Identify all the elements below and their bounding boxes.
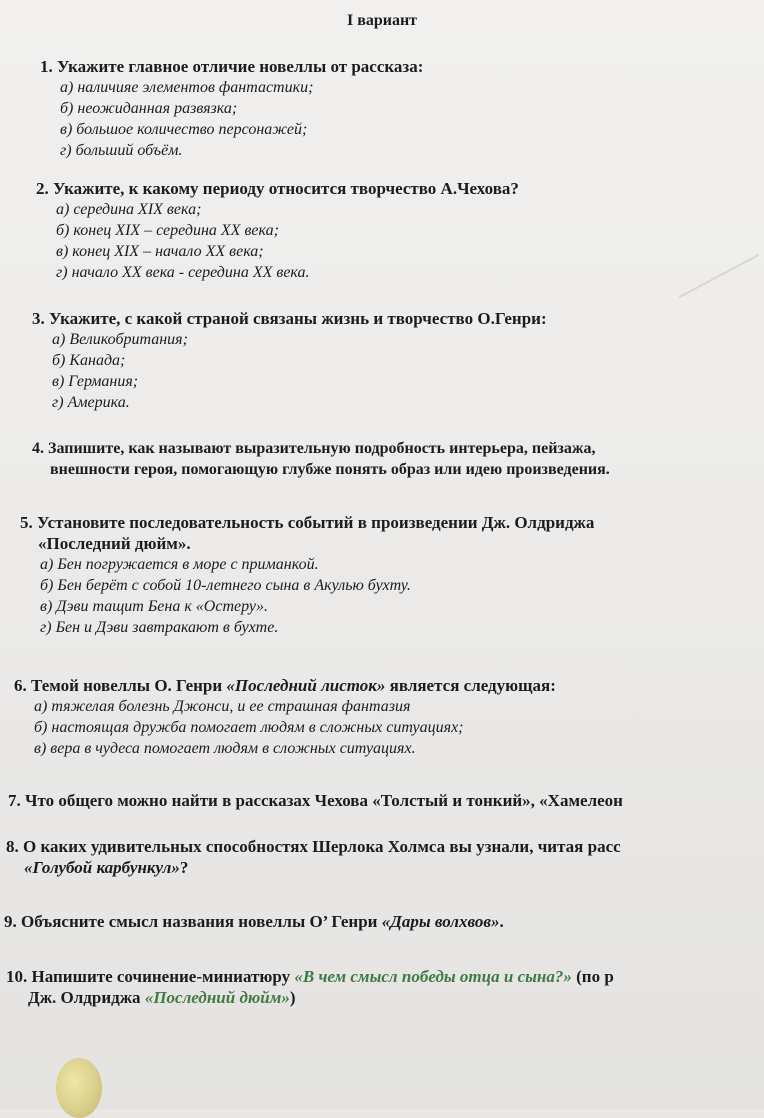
option: г) Бен и Дэви завтракают в бухте. xyxy=(40,619,279,636)
question-6 xyxy=(14,675,556,759)
work-title: «Последний дюйм» xyxy=(144,988,290,1007)
question-text-continued: «Последний дюйм». xyxy=(38,534,191,553)
option: б) конец XIX – середина XX века; xyxy=(56,222,279,239)
question-text-continued xyxy=(6,987,614,1008)
question-text-start: 9. Объясните смысл названия новеллы О’ Генри xyxy=(4,912,382,931)
question-8 xyxy=(6,836,621,878)
question-text: 1. Укажите главное отличие новеллы от рассказа: xyxy=(40,57,424,76)
question-text-end: ) xyxy=(289,988,296,1007)
question-text-end: ? xyxy=(179,858,189,877)
question-4 xyxy=(32,438,610,480)
question-text: 2. Укажите, к какому периоду относится творчество А.Чехова? xyxy=(36,179,519,198)
question-text: 8. О каких удивительных способностях Шерлока Холмса вы узнали, читая расс xyxy=(6,837,621,856)
question-text-continued: внешности героя, помогающую глубже понять образ или идею произведения. xyxy=(50,461,610,478)
option: б) неожиданная развязка; xyxy=(60,100,238,117)
option: б) Канада; xyxy=(52,352,126,369)
option: г) больший объём. xyxy=(60,142,183,159)
option: в) Дэви тащит Бена к «Остеру». xyxy=(40,598,268,615)
option: в) вера в чудеса помогает людям в сложных ситуациях. xyxy=(34,740,416,757)
option: б) настоящая дружба помогает людям в сложных ситуациях; xyxy=(34,719,464,736)
option: а) Бен погружается в море с приманкой. xyxy=(40,556,319,573)
background-mark xyxy=(679,254,759,298)
option: г) Америка. xyxy=(52,394,130,411)
question-9 xyxy=(4,911,504,932)
question-text-end: . xyxy=(499,912,504,931)
question-2 xyxy=(36,178,519,283)
page-title: I вариант xyxy=(346,12,418,29)
work-title: «Дары волхвов» xyxy=(381,912,500,931)
question-text-continued xyxy=(6,857,621,878)
essay-topic: «В чем смысл победы отца и сына?» xyxy=(294,967,572,986)
question-text: 3. Укажите, с какой страной связаны жизнь и творчество О.Генри: xyxy=(32,309,547,328)
question-5 xyxy=(20,512,594,638)
question-7 xyxy=(8,790,623,811)
question-text: 4. Запишите, как называют выразительную подробность интерьера, пейзажа, xyxy=(32,440,596,457)
question-text: 7. Что общего можно найти в рассказах Чехова «Толстый и тонкий», «Хамелеон xyxy=(8,791,623,810)
question-text xyxy=(4,911,504,932)
question-text: 5. Установите последовательность событий в произведении Дж. Олдриджа xyxy=(20,513,595,532)
work-title: «Последний листок» xyxy=(226,676,386,695)
option: а) Великобритания; xyxy=(52,331,188,348)
question-text xyxy=(6,966,614,987)
work-title: «Голубой карбункул» xyxy=(24,858,180,877)
option: г) начало XX века - середина XX века. xyxy=(56,264,310,281)
thumb-shadow xyxy=(56,1058,102,1118)
question-3 xyxy=(32,308,547,413)
option: в) конец XIX – начало XX века; xyxy=(56,243,264,260)
question-10 xyxy=(6,966,614,1008)
question-text-start: 6. Темой новеллы О. Генри xyxy=(14,676,227,695)
question-text-start: Дж. Олдриджа xyxy=(28,988,145,1007)
question-text xyxy=(14,675,556,696)
option: в) Германия; xyxy=(52,373,139,390)
option: а) тяжелая болезнь Джонси, и ее страшная фантазия xyxy=(34,698,411,715)
option: а) середина XIX века; xyxy=(56,201,202,218)
question-1 xyxy=(40,56,423,161)
option: в) большое количество персонажей; xyxy=(60,121,308,138)
question-text-start: 10. Напишите сочинение-миниатюру xyxy=(6,967,295,986)
question-text-end: является следующая: xyxy=(385,676,556,695)
option: а) наличияе элементов фантастики; xyxy=(60,79,314,96)
option: б) Бен берёт с собой 10-летнего сына в Акулью бухту. xyxy=(40,577,411,594)
question-text-end: (по р xyxy=(571,967,614,986)
